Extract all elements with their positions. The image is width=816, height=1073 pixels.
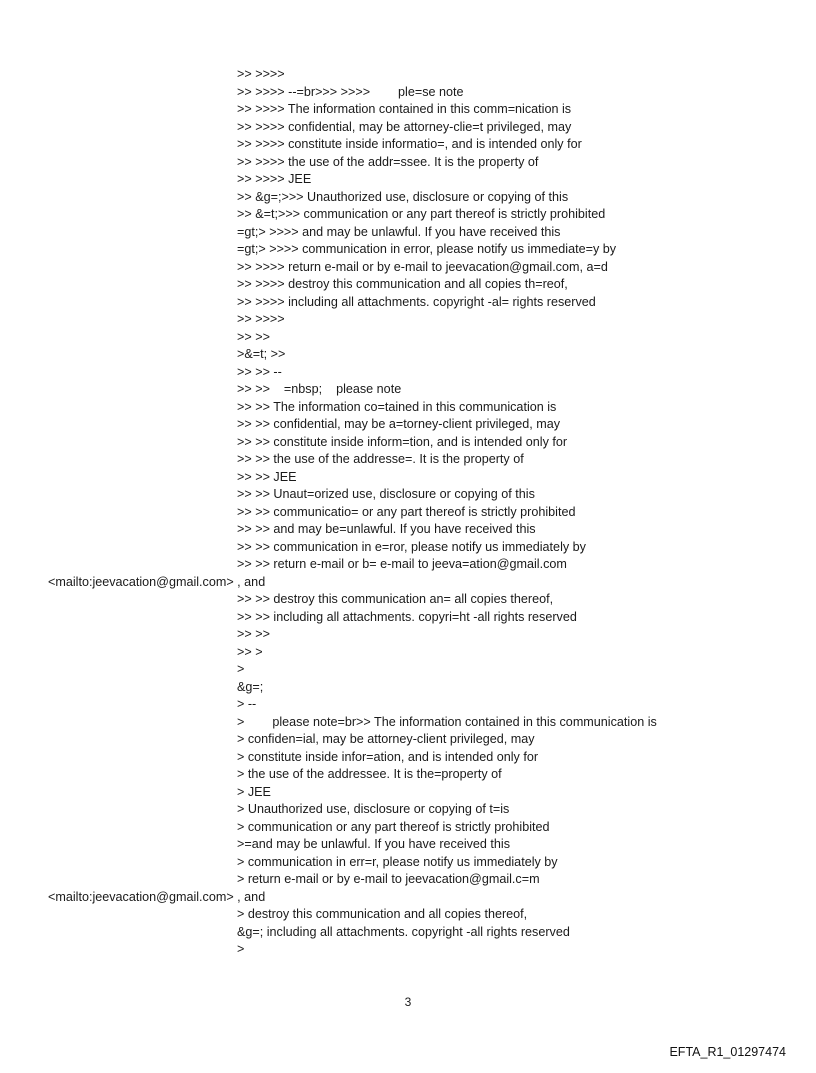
text-line: >> >>>> --=br>>> >>>> ple=se note <box>237 84 464 99</box>
text-line: <mailto:jeevacation@gmail.com> , and <box>48 574 266 589</box>
text-line: >> >> destroy this communication an= all copies thereof, <box>237 592 554 606</box>
text-line: >> >> The information co=tained in this communication is <box>237 399 557 414</box>
text-line: > <box>237 662 245 676</box>
text-line: >> >>>> confidential, may be attorney-clie=t privileged, may <box>237 119 572 134</box>
text-line: >> >> communication in e=ror, please notify us immediately by <box>237 539 586 554</box>
text-line: &g=; including all attachments. copyright -all rights reserved <box>237 924 570 939</box>
text-line: >> >> -- <box>237 364 282 379</box>
text-line: >=and may be unlawful. If you have received this <box>237 837 511 851</box>
text-line: >> >> the use of the addresse=. It is the property of <box>237 452 524 466</box>
text-line: >> >> confidential, may be a=torney-client privileged, may <box>237 417 561 431</box>
text-line: >> >> including all attachments. copyri=ht -all rights reserved <box>237 609 577 624</box>
text-line: > Unauthorized use, disclosure or copying of t=is <box>237 802 510 816</box>
text-line: >> >>>> the use of the addr=ssee. It is the property of <box>237 154 539 169</box>
bates-number: EFTA_R1_01297474 <box>669 1045 786 1059</box>
text-line: >> > <box>237 644 263 659</box>
text-line: >> >>>> including all attachments. copyright -al= rights reserved <box>237 294 596 309</box>
text-line: >> >> communicatio= or any part thereof is strictly prohibited <box>237 504 576 519</box>
text-line: >> >> return e-mail or b= e-mail to jeeva=ation@gmail.com <box>237 557 567 571</box>
text-line: >> >>>> The information contained in this comm=nication is <box>237 102 572 116</box>
text-line: =gt;> >>>> communication in error, please notify us immediate=y by <box>237 242 617 256</box>
text-line: =gt;> >>>> and may be unlawful. If you have received this <box>237 224 561 239</box>
text-line: >> >> JEE <box>237 469 297 484</box>
text-line: >> >> constitute inside inform=tion, and is intended only for <box>237 434 568 449</box>
page-number: 3 <box>404 995 412 1009</box>
text-line: > communication in err=r, please notify us immediately by <box>237 854 558 869</box>
text-line: >> >> <box>237 627 270 641</box>
text-line: >&=t; >> <box>237 347 286 361</box>
text-line: >> >> and may be=unlawful. If you have received this <box>237 522 536 536</box>
text-line: > return e-mail or by e-mail to jeevacation@gmail.c=m <box>237 872 540 886</box>
text-line: > communication or any part thereof is strictly prohibited <box>237 819 550 834</box>
text-line: > constitute inside infor=ation, and is intended only for <box>237 749 539 764</box>
text-line: > JEE <box>237 784 271 799</box>
text-line: > the use of the addressee. It is the=property of <box>237 767 502 781</box>
text-line: >> >>>> JEE <box>237 172 312 186</box>
email-body <box>0 66 816 959</box>
text-line: > please note=br>> The information contained in this communication is <box>237 714 657 729</box>
text-line: >> &=t;>>> communication or any part thereof is strictly prohibited <box>237 207 606 221</box>
text-line: >> >> =nbsp; please note <box>237 382 402 396</box>
text-line: > destroy this communication and all copies thereof, <box>237 907 528 921</box>
text-line: >> >>>> <box>237 67 285 81</box>
text-line: > <box>237 942 245 956</box>
text-line: >> >> <box>237 329 270 344</box>
text-line: >> >>>> destroy this communication and all copies th=reof, <box>237 277 568 291</box>
text-line: <mailto:jeevacation@gmail.com> , and <box>48 889 266 904</box>
text-line: >> >>>> <box>237 312 285 326</box>
text-line: >> >>>> return e-mail or by e-mail to jeevacation@gmail.com, a=d <box>237 259 608 274</box>
text-line: >> &g=;>>> Unauthorized use, disclosure or copying of this <box>237 189 569 204</box>
text-line: &g=; <box>237 679 264 694</box>
text-line: > -- <box>237 697 257 711</box>
text-line: >> >> Unaut=orized use, disclosure or copying of this <box>237 487 535 501</box>
text-line: >> >>>> constitute inside informatio=, and is intended only for <box>237 137 582 151</box>
text-line: > confiden=ial, may be attorney-client privileged, may <box>237 732 535 746</box>
